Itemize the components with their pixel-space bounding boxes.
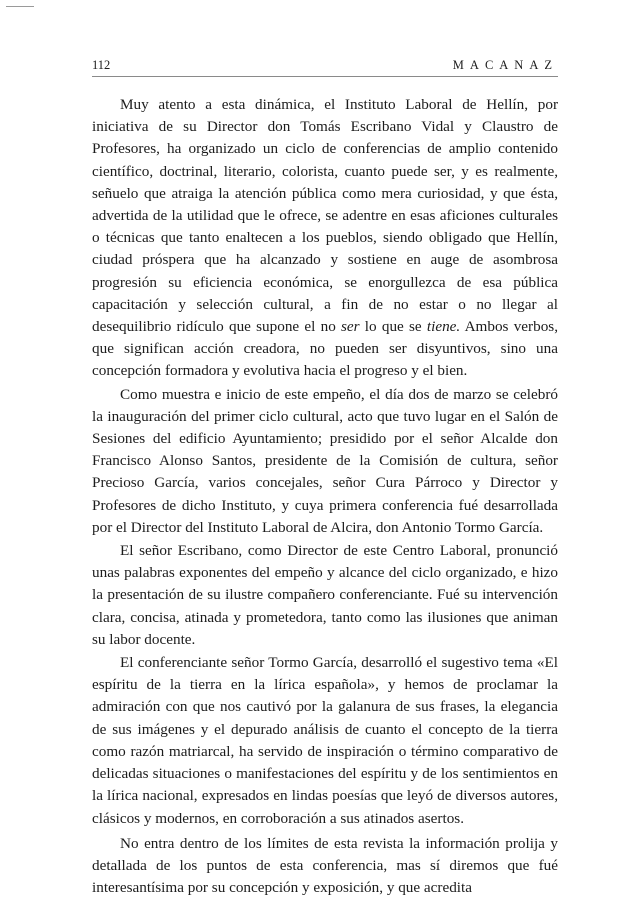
emphasis-ser: ser [341, 318, 360, 336]
body-text [92, 94, 558, 899]
paragraph-1-end: Ambos verbos, que significan acción creadora, no pueden ser disyuntivos, sino una concepción formadora y evolutiva hacia el progreso y el bien. [92, 318, 558, 380]
paragraph-5: No entra dentro de los límites de esta revista la información prolija y detallada de los puntos de esta conferencia, mas sí diremos que fué interesantísima por su concepción y exposición, y que acredita [92, 834, 558, 897]
paragraph-2: Como muestra e inicio de este empeño, el día dos de marzo se celebró la inauguración del primer ciclo cultural, acto que tuvo lugar en el Salón de Sesiones del edificio Ayuntamiento; presidido por el señor Alcalde don Francisco Alonso Santos, presidente de la Comisión de cultura, señor Precioso García, varios concejales, señor Cura Párroco y Director y Profesores de dicho Instituto, y cuya primera conferencia fué desarrollada por el Director del Instituto Laboral de Alcira, don Antonio Tormo García. [92, 385, 558, 536]
running-title: MACANAZ [452, 58, 558, 72]
paragraph-1-mid: lo que se [359, 318, 427, 336]
emphasis-tiene: tiene. [426, 318, 461, 336]
page-number: 112 [92, 58, 111, 72]
paragraph-4: El conferenciante señor Tormo García, desarrolló el sugestivo tema «El espíritu de la tierra en la lírica española», y hemos de proclamar la admiración con que nos cautivó por la galanura de sus frases, la elegancia de sus imágenes y el depurado análisis de cuanto el concepto de la tierra como razón matriarcal, ha servido de inspiración o término comparativo de delicadas situaciones o manifestaciones del espíritu y de los sentimientos en la lírica nacional, expresados en lindas poesías que leyó de diversos autores, clásicos y modernos, en corroboración a sus atinados asertos. [92, 654, 558, 827]
paragraph-3: El señor Escribano, como Director de este Centro Laboral, pronunció unas palabras exponentes del empeño y alcance del ciclo organizado, e hizo la presentación de su ilustre compañero conferenciante. Fué su intervención clara, concisa, atinada y prometedora, tanto como las ilusiones que animan su labor docente. [92, 542, 558, 648]
header-rule [92, 76, 558, 77]
paragraph-1-text: Muy atento a esta dinámica, el Instituto Laboral de Hellín, por iniciativa de su Director don Tomás Escribano Vidal y Claustro de Profesores, ha organizado un ciclo de conferencias de amplio contenido científico, doctrinal, literario, colorista, cuanto puede ser, y es realmente, señuelo que atraiga la atención pública como mera curiosidad, y que ésta, advertida de la utilidad que le ofrece, se adentre en esas aficiones culturales o técnicas que tanto enaltecen a los pueblos, siendo obligado que Hellín, ciudad próspera que ha alcanzado y sostiene en auge de asombrosa progresión su eficiencia económica, se enorgullezca de esa pública capacitación y selección cultural, a fin de no estar o no llegar al desequilibrio ridículo que supone el no [92, 96, 558, 336]
corner-scan-mark [6, 6, 34, 7]
page-header [92, 58, 558, 78]
paragraph-1 [92, 94, 558, 383]
